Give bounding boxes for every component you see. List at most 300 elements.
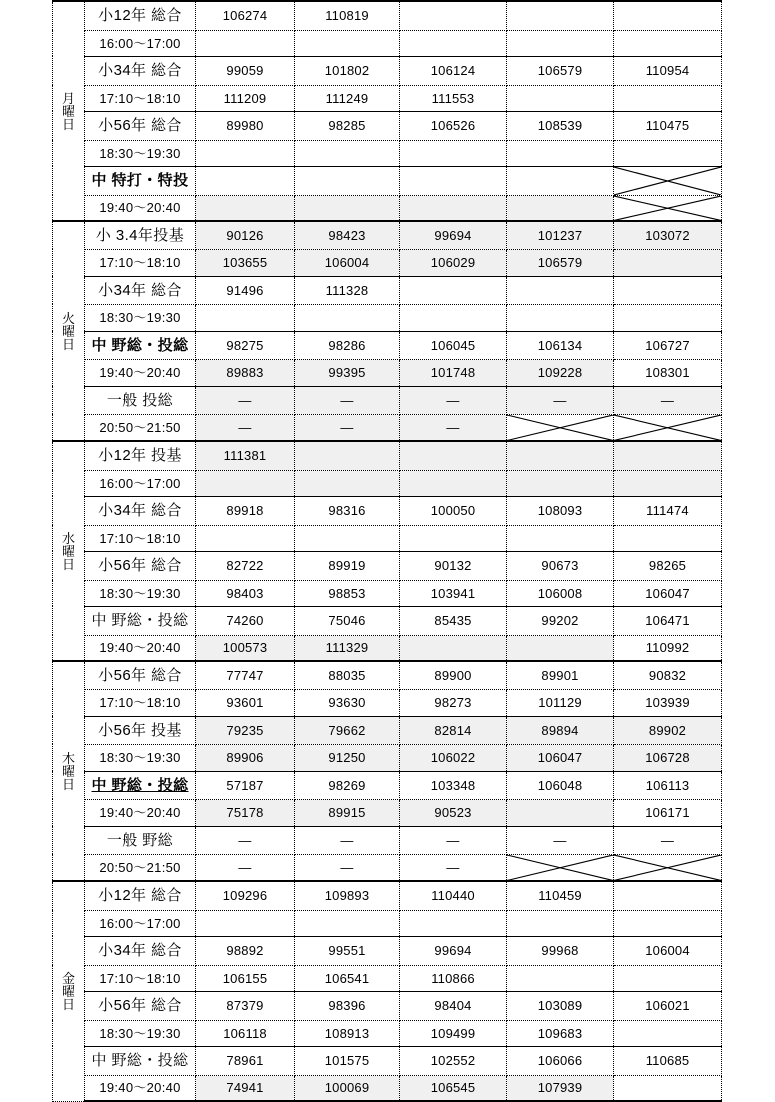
schedule-cell: 110819 xyxy=(295,1,400,30)
program-name-text: 小 3.4年投基 xyxy=(95,226,185,244)
schedule-cell xyxy=(614,881,722,910)
program-time: 17:10～18:10 xyxy=(85,85,196,111)
schedule-cell: 111474 xyxy=(614,496,722,525)
schedule-cell: 106274 xyxy=(196,1,295,30)
table-row xyxy=(53,470,722,496)
schedule-cell: 103089 xyxy=(507,991,614,1020)
schedule-cell: — xyxy=(614,826,722,854)
schedule-cell: 103939 xyxy=(614,689,722,716)
schedule-cell xyxy=(196,195,295,221)
table-row xyxy=(53,111,722,140)
schedule-cell xyxy=(507,635,614,661)
schedule-cell: 89900 xyxy=(400,661,507,689)
schedule-cell: 77747 xyxy=(196,661,295,689)
schedule-cell: 106526 xyxy=(400,111,507,140)
program-name xyxy=(85,551,196,580)
cancelled-cell xyxy=(507,414,614,441)
schedule-cell: 109893 xyxy=(295,881,400,910)
schedule-cell xyxy=(614,249,722,276)
table-row xyxy=(53,635,722,661)
schedule-cell xyxy=(614,1075,722,1101)
cancelled-cell xyxy=(614,854,722,881)
table-row xyxy=(53,689,722,716)
schedule-cell: 57187 xyxy=(196,771,295,799)
schedule-cell: — xyxy=(400,854,507,881)
schedule-cell: 106021 xyxy=(614,991,722,1020)
table-row xyxy=(53,771,722,799)
schedule-cell: — xyxy=(400,386,507,414)
program-time: 16:00～17:00 xyxy=(85,910,196,936)
schedule-cell: 106008 xyxy=(507,580,614,606)
program-time: 18:30～19:30 xyxy=(85,304,196,331)
program-name-text: 一般 投総 xyxy=(106,391,174,409)
schedule-cell: 91250 xyxy=(295,744,400,771)
schedule-cell: 98853 xyxy=(295,580,400,606)
schedule-cell: 106047 xyxy=(507,744,614,771)
schedule-cell: 107939 xyxy=(507,1075,614,1101)
schedule-cell: 109228 xyxy=(507,359,614,386)
schedule-cell: 106171 xyxy=(614,799,722,826)
schedule-cell: 98286 xyxy=(295,331,400,359)
schedule-cell xyxy=(196,30,295,56)
schedule-cell: 111328 xyxy=(295,276,400,304)
schedule-cell: 110459 xyxy=(507,881,614,910)
schedule-cell: 101237 xyxy=(507,221,614,249)
schedule-cell: 103348 xyxy=(400,771,507,799)
schedule-cell: 100069 xyxy=(295,1075,400,1101)
program-name xyxy=(85,111,196,140)
schedule-cell xyxy=(295,525,400,551)
schedule-cell: 110992 xyxy=(614,635,722,661)
schedule-cell xyxy=(507,525,614,551)
schedule-cell xyxy=(614,965,722,991)
schedule-cell: 110954 xyxy=(614,56,722,85)
program-name xyxy=(85,276,196,304)
program-time: 18:30～19:30 xyxy=(85,140,196,166)
program-name xyxy=(85,496,196,525)
table-row xyxy=(53,936,722,965)
table-row xyxy=(53,826,722,854)
table-row xyxy=(53,496,722,525)
schedule-cell: 108539 xyxy=(507,111,614,140)
schedule-cell: 106728 xyxy=(614,744,722,771)
schedule-cell: 89915 xyxy=(295,799,400,826)
cancelled-cell xyxy=(614,414,722,441)
schedule-cell: — xyxy=(614,386,722,414)
schedule-cell: 89902 xyxy=(614,716,722,744)
program-time: 20:50～21:50 xyxy=(85,414,196,441)
program-name-text: 小12年 総合 xyxy=(98,887,182,905)
schedule-cell xyxy=(507,441,614,470)
program-name xyxy=(85,331,196,359)
schedule-cell: 98403 xyxy=(196,580,295,606)
schedule-cell: 108913 xyxy=(295,1020,400,1046)
program-time: 20:50～21:50 xyxy=(85,854,196,881)
table-row xyxy=(53,386,722,414)
program-name xyxy=(85,716,196,744)
schedule-cell: 98265 xyxy=(614,551,722,580)
schedule-cell xyxy=(196,166,295,195)
table-row xyxy=(53,249,722,276)
schedule-cell: — xyxy=(295,854,400,881)
schedule-cell: 106579 xyxy=(507,249,614,276)
schedule-cell: 106118 xyxy=(196,1020,295,1046)
schedule-cell xyxy=(507,195,614,221)
schedule-cell: — xyxy=(295,386,400,414)
schedule-cell xyxy=(507,965,614,991)
day-label-char: 曜 xyxy=(61,323,75,339)
schedule-cell: 89919 xyxy=(295,551,400,580)
program-name-text: 中 野総・投総 xyxy=(91,776,189,794)
schedule-cell: 109683 xyxy=(507,1020,614,1046)
schedule-cell: 106545 xyxy=(400,1075,507,1101)
schedule-cell xyxy=(614,470,722,496)
schedule-cell: 106541 xyxy=(295,965,400,991)
schedule-cell: 101748 xyxy=(400,359,507,386)
schedule-cell: 100050 xyxy=(400,496,507,525)
schedule-cell xyxy=(614,1020,722,1046)
schedule-cell: 78961 xyxy=(196,1046,295,1075)
schedule-cell: 98396 xyxy=(295,991,400,1020)
program-name xyxy=(85,661,196,689)
schedule-cell: 101802 xyxy=(295,56,400,85)
schedule-cell: 87379 xyxy=(196,991,295,1020)
cancelled-cell xyxy=(614,166,722,195)
schedule-cell xyxy=(614,276,722,304)
table-row xyxy=(53,551,722,580)
schedule-cell xyxy=(400,140,507,166)
table-row xyxy=(53,414,722,441)
program-name-text: 小56年 投基 xyxy=(98,721,182,739)
schedule-cell: 82814 xyxy=(400,716,507,744)
table-row xyxy=(53,30,722,56)
program-name-text: 小56年 総合 xyxy=(98,117,182,134)
schedule-cell xyxy=(196,525,295,551)
program-time: 19:40～20:40 xyxy=(85,799,196,826)
table-row xyxy=(53,910,722,936)
schedule-cell: 106004 xyxy=(295,249,400,276)
schedule-cell xyxy=(295,140,400,166)
program-name-text: 小34年 総合 xyxy=(98,502,182,519)
schedule-cell: 110440 xyxy=(400,881,507,910)
program-name-text: 小12年 総合 xyxy=(98,7,182,25)
schedule-cell: 106727 xyxy=(614,331,722,359)
schedule-cell: 111249 xyxy=(295,85,400,111)
schedule-cell: 90673 xyxy=(507,551,614,580)
schedule-cell: 103655 xyxy=(196,249,295,276)
schedule-cell: 98273 xyxy=(400,689,507,716)
day-label-5 xyxy=(53,881,85,1101)
schedule-cell xyxy=(400,635,507,661)
program-name xyxy=(85,826,196,854)
schedule-cell: 106471 xyxy=(614,606,722,635)
program-name-text: 中 野総・投総 xyxy=(91,336,189,354)
schedule-cell: 89980 xyxy=(196,111,295,140)
schedule-cell: 103072 xyxy=(614,221,722,249)
schedule-cell: 103941 xyxy=(400,580,507,606)
table-row xyxy=(53,85,722,111)
program-name xyxy=(85,881,196,910)
schedule-cell xyxy=(614,140,722,166)
schedule-cell: 89894 xyxy=(507,716,614,744)
schedule-cell: 99968 xyxy=(507,936,614,965)
day-label-char: 日 xyxy=(61,776,75,792)
cross-out-icon xyxy=(614,167,721,195)
table-row xyxy=(53,195,722,221)
schedule-cell xyxy=(400,470,507,496)
table-row xyxy=(53,525,722,551)
schedule-cell: — xyxy=(196,386,295,414)
program-time: 18:30～19:30 xyxy=(85,580,196,606)
schedule-cell: — xyxy=(400,414,507,441)
program-name xyxy=(85,221,196,249)
schedule-cell: 89918 xyxy=(196,496,295,525)
schedule-cell: 106022 xyxy=(400,744,507,771)
schedule-cell: 102552 xyxy=(400,1046,507,1075)
schedule-cell xyxy=(400,1,507,30)
schedule-cell xyxy=(507,304,614,331)
day-label-char: 水 xyxy=(61,530,75,546)
schedule-table xyxy=(52,0,722,1102)
schedule-cell: 79235 xyxy=(196,716,295,744)
schedule-cell xyxy=(507,30,614,56)
schedule-cell xyxy=(196,910,295,936)
table-row xyxy=(53,359,722,386)
program-time: 17:10～18:10 xyxy=(85,965,196,991)
day-label-char: 木 xyxy=(61,750,75,766)
day-label-char: 日 xyxy=(61,116,75,132)
schedule-cell xyxy=(295,304,400,331)
program-name xyxy=(85,1,196,30)
program-name xyxy=(85,1046,196,1075)
program-time: 19:40～20:40 xyxy=(85,1075,196,1101)
program-name xyxy=(85,441,196,470)
day-label-char: 日 xyxy=(61,996,75,1012)
schedule-cell: 110685 xyxy=(614,1046,722,1075)
schedule-cell: 106047 xyxy=(614,580,722,606)
schedule-cell: 89906 xyxy=(196,744,295,771)
schedule-cell: 106134 xyxy=(507,331,614,359)
table-row xyxy=(53,1046,722,1075)
schedule-cell: 99694 xyxy=(400,936,507,965)
schedule-cell: 106004 xyxy=(614,936,722,965)
program-time: 17:10～18:10 xyxy=(85,249,196,276)
schedule-cell xyxy=(295,30,400,56)
schedule-cell: 99551 xyxy=(295,936,400,965)
program-time: 16:00～17:00 xyxy=(85,470,196,496)
table-row xyxy=(53,991,722,1020)
day-label-3 xyxy=(53,441,85,661)
program-name-text: 小34年 総合 xyxy=(98,62,182,79)
program-name xyxy=(85,991,196,1020)
table-row xyxy=(53,606,722,635)
program-name xyxy=(85,56,196,85)
schedule-cell: 111209 xyxy=(196,85,295,111)
schedule-cell: 106155 xyxy=(196,965,295,991)
schedule-cell xyxy=(507,85,614,111)
program-name xyxy=(85,771,196,799)
schedule-cell xyxy=(400,910,507,936)
schedule-cell xyxy=(614,30,722,56)
table-row xyxy=(53,166,722,195)
schedule-cell: 91496 xyxy=(196,276,295,304)
schedule-cell: 98404 xyxy=(400,991,507,1020)
program-time: 17:10～18:10 xyxy=(85,689,196,716)
day-label-char: 曜 xyxy=(61,983,75,999)
program-name-text: 小34年 総合 xyxy=(98,281,182,299)
schedule-cell: 98316 xyxy=(295,496,400,525)
schedule-cell xyxy=(196,140,295,166)
cross-out-icon xyxy=(614,415,721,441)
schedule-cell: 101129 xyxy=(507,689,614,716)
schedule-cell xyxy=(400,304,507,331)
schedule-cell xyxy=(400,195,507,221)
program-time: 17:10～18:10 xyxy=(85,525,196,551)
program-name-text: 小56年 総合 xyxy=(98,997,182,1014)
table-row xyxy=(53,331,722,359)
cross-out-icon xyxy=(507,855,613,881)
program-time: 19:40～20:40 xyxy=(85,195,196,221)
day-label-char: 月 xyxy=(61,90,75,106)
cross-out-icon xyxy=(614,196,721,221)
schedule-cell: 74941 xyxy=(196,1075,295,1101)
program-name xyxy=(85,386,196,414)
schedule-cell: 108093 xyxy=(507,496,614,525)
program-name xyxy=(85,936,196,965)
schedule-cell: — xyxy=(400,826,507,854)
schedule-cell: 106113 xyxy=(614,771,722,799)
schedule-cell: 93601 xyxy=(196,689,295,716)
schedule-cell xyxy=(196,470,295,496)
schedule-cell: 99395 xyxy=(295,359,400,386)
schedule-cell: 98892 xyxy=(196,936,295,965)
table-row xyxy=(53,1075,722,1101)
program-name xyxy=(85,606,196,635)
schedule-body xyxy=(53,1,722,1101)
schedule-cell xyxy=(507,799,614,826)
schedule-cell xyxy=(507,276,614,304)
schedule-cell: 85435 xyxy=(400,606,507,635)
table-row xyxy=(53,441,722,470)
schedule-cell: 106029 xyxy=(400,249,507,276)
schedule-cell: — xyxy=(295,826,400,854)
program-time: 19:40～20:40 xyxy=(85,359,196,386)
schedule-cell: 99059 xyxy=(196,56,295,85)
schedule-cell xyxy=(295,166,400,195)
schedule-cell: 109499 xyxy=(400,1020,507,1046)
day-label-char: 曜 xyxy=(61,543,75,559)
schedule-cell xyxy=(295,195,400,221)
schedule-cell: — xyxy=(196,854,295,881)
schedule-cell: 98275 xyxy=(196,331,295,359)
table-row xyxy=(53,881,722,910)
schedule-cell xyxy=(400,30,507,56)
schedule-cell: 93630 xyxy=(295,689,400,716)
schedule-cell: 111553 xyxy=(400,85,507,111)
schedule-cell: 89883 xyxy=(196,359,295,386)
schedule-cell: 90523 xyxy=(400,799,507,826)
schedule-cell xyxy=(507,1,614,30)
schedule-cell: 106048 xyxy=(507,771,614,799)
schedule-cell xyxy=(400,525,507,551)
schedule-cell: 89901 xyxy=(507,661,614,689)
program-time: 19:40～20:40 xyxy=(85,635,196,661)
schedule-cell xyxy=(614,525,722,551)
schedule-cell xyxy=(614,441,722,470)
cross-out-icon xyxy=(614,855,721,881)
schedule-cell xyxy=(614,304,722,331)
schedule-cell xyxy=(614,85,722,111)
program-time: 18:30～19:30 xyxy=(85,1020,196,1046)
table-row xyxy=(53,799,722,826)
schedule-cell: 90132 xyxy=(400,551,507,580)
table-row xyxy=(53,965,722,991)
schedule-cell: 98269 xyxy=(295,771,400,799)
schedule-cell xyxy=(507,140,614,166)
schedule-cell: 110475 xyxy=(614,111,722,140)
table-row xyxy=(53,56,722,85)
program-name-text: 中 特打・特投 xyxy=(91,172,189,189)
day-label-2 xyxy=(53,221,85,441)
program-name-text: 小56年 総合 xyxy=(98,666,182,684)
schedule-cell: 106045 xyxy=(400,331,507,359)
program-time: 18:30～19:30 xyxy=(85,744,196,771)
program-time: 16:00～17:00 xyxy=(85,30,196,56)
schedule-cell: 98423 xyxy=(295,221,400,249)
schedule-cell: 99202 xyxy=(507,606,614,635)
schedule-cell: — xyxy=(196,414,295,441)
schedule-cell: 90832 xyxy=(614,661,722,689)
schedule-cell: 109296 xyxy=(196,881,295,910)
schedule-cell: 75178 xyxy=(196,799,295,826)
schedule-cell xyxy=(400,166,507,195)
table-row xyxy=(53,716,722,744)
table-row xyxy=(53,744,722,771)
table-row xyxy=(53,580,722,606)
table-row xyxy=(53,661,722,689)
schedule-cell: 75046 xyxy=(295,606,400,635)
program-name-text: 一般 野総 xyxy=(106,831,174,849)
table-row xyxy=(53,1,722,30)
schedule-cell xyxy=(400,441,507,470)
schedule-cell xyxy=(400,276,507,304)
schedule-cell xyxy=(295,910,400,936)
schedule-cell xyxy=(295,470,400,496)
schedule-cell xyxy=(507,166,614,195)
cross-out-icon xyxy=(507,415,613,441)
schedule-cell: 82722 xyxy=(196,551,295,580)
schedule-cell: 79662 xyxy=(295,716,400,744)
cancelled-cell xyxy=(507,854,614,881)
schedule-cell: — xyxy=(507,386,614,414)
schedule-cell xyxy=(614,910,722,936)
schedule-cell xyxy=(614,1,722,30)
table-row xyxy=(53,221,722,249)
schedule-cell: 74260 xyxy=(196,606,295,635)
schedule-cell: — xyxy=(507,826,614,854)
schedule-cell xyxy=(196,304,295,331)
day-label-char: 日 xyxy=(61,556,75,572)
schedule-cell: 106579 xyxy=(507,56,614,85)
program-name-text: 小56年 総合 xyxy=(98,557,182,574)
cancelled-cell xyxy=(614,195,722,221)
schedule-cell: 100573 xyxy=(196,635,295,661)
day-label-char: 金 xyxy=(61,970,75,986)
schedule-cell xyxy=(295,441,400,470)
schedule-cell: 88035 xyxy=(295,661,400,689)
schedule-cell: 111329 xyxy=(295,635,400,661)
schedule-cell: 110866 xyxy=(400,965,507,991)
